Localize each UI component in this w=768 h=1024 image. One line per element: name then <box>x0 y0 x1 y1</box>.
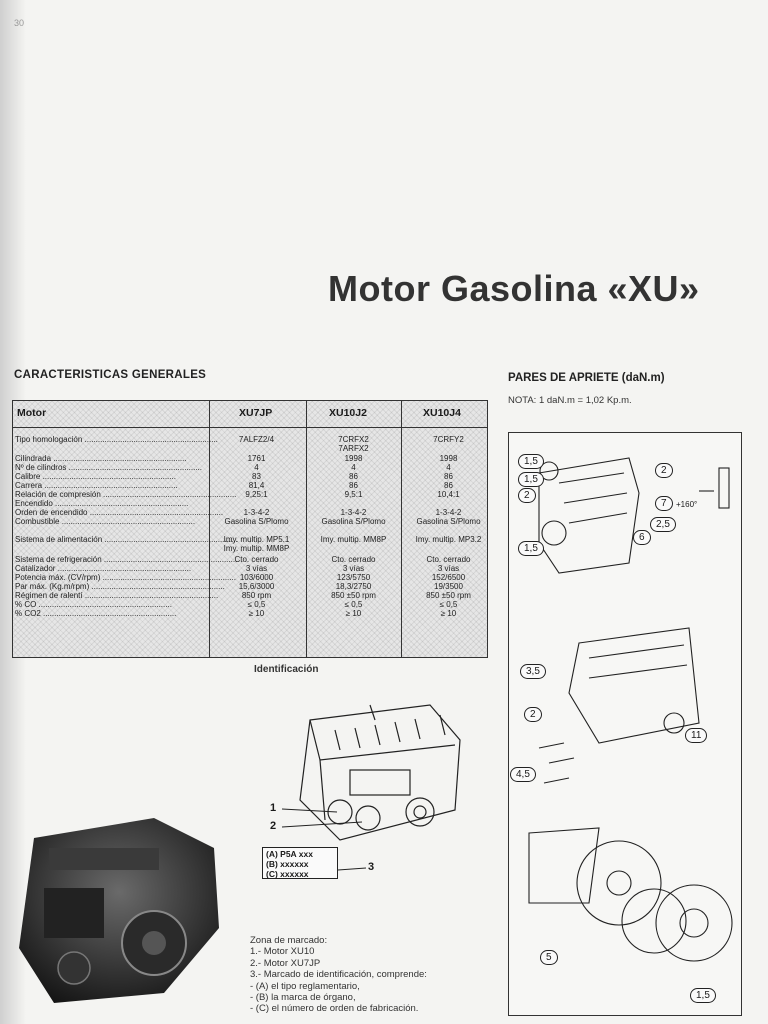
header-motor: Motor <box>17 407 47 419</box>
marking-zone-legend <box>250 935 427 1015</box>
row-value: ≤ 0,5 <box>344 600 363 609</box>
torque-value-callout: 2 <box>655 463 673 478</box>
header-xu10j2: XU10J2 <box>329 407 367 419</box>
row-label: Calibre ............................................................ <box>15 472 176 481</box>
row-label: Catalizador ............................................................ <box>15 564 192 573</box>
row-value: ≥ 10 <box>248 609 265 618</box>
row-value: 123/5750 <box>336 573 371 582</box>
row-value: 152/6500 <box>431 573 466 582</box>
row-value: 19/3500 <box>434 582 463 591</box>
row-value: 86 <box>444 481 453 490</box>
row-value: 7CRFX2 7ARFX2 <box>338 435 369 453</box>
row-label: Combustible ............................................................ <box>15 517 196 526</box>
header-xu10j4: XU10J4 <box>423 407 461 419</box>
row-value: 9,5:1 <box>344 490 363 499</box>
identification-code-box <box>262 847 338 879</box>
callout-1: 1 <box>270 802 277 814</box>
row-value: 4 <box>351 463 356 472</box>
identification-caption: Identificación <box>254 664 319 675</box>
row-value: 7CRFY2 <box>433 435 464 444</box>
legend-line: - (C) el número de orden de fabricación. <box>250 1003 419 1015</box>
row-value: Cto. cerrado <box>234 555 279 564</box>
row-value: 1761 <box>247 454 266 463</box>
specifications-table <box>12 400 488 658</box>
row-label: Régimen de ralentí ............................................................ <box>15 591 219 600</box>
legend-line: 3.- Marcado de identificación, comprende: <box>250 969 427 981</box>
row-value: 86 <box>444 472 453 481</box>
row-value: 81,4 <box>248 481 265 490</box>
header-xu7jp: XU7JP <box>239 407 273 419</box>
torque-value-callout: 1,5 <box>518 472 544 487</box>
row-label: Tipo homologación ............................................................ <box>15 435 218 444</box>
row-value: 4 <box>446 463 451 472</box>
row-value: 3 vías <box>245 564 268 573</box>
row-value: ≥ 10 <box>345 609 362 618</box>
torque-value-callout: 2 <box>518 488 536 503</box>
code-line-b: (B) xxxxxx <box>266 859 309 869</box>
row-value: 15,6/3000 <box>238 582 275 591</box>
torque-note: NOTA: 1 daN.m = 1,02 Kp.m. <box>508 395 632 406</box>
row-value: 1-3-4-2 <box>340 508 367 517</box>
row-value: ≥ 10 <box>440 609 457 618</box>
row-label: Cilindrada ............................................................ <box>15 454 187 463</box>
legend-line: 2.- Motor XU7JP <box>250 957 321 969</box>
callout-3: 3 <box>368 861 375 873</box>
row-value: 86 <box>349 472 358 481</box>
row-label: Relación de compresión ............................................................ <box>15 490 237 499</box>
row-label: Sistema de alimentación ............................................................ <box>15 535 238 544</box>
torque-value-callout: 1,5 <box>690 988 716 1003</box>
torque-value-callout: 4,5 <box>510 767 536 782</box>
page-title: Motor Gasolina «XU» <box>328 268 700 309</box>
callout-2: 2 <box>270 820 277 832</box>
row-value: ≤ 0,5 <box>439 600 458 609</box>
row-label: Sistema de refrigeración ............................................................ <box>15 555 238 564</box>
row-value: Gasolina S/Plomo <box>224 517 289 526</box>
row-value: Gasolina S/Plomo <box>321 517 386 526</box>
row-value: 103/6000 <box>239 573 274 582</box>
legend-line: 1.- Motor XU10 <box>250 946 315 958</box>
legend-line: Zona de marcado: <box>250 935 328 946</box>
row-label: Encendido ............................................................ <box>15 499 189 508</box>
row-value: Imy. multip. MM8P <box>320 535 387 544</box>
torque-value-callout: 2,5 <box>650 517 676 532</box>
torque-value-callout: 7 <box>655 496 673 511</box>
torque-value-callout: 5 <box>540 950 558 965</box>
row-value: 86 <box>349 481 358 490</box>
torque-value-callout: +160° <box>676 500 698 509</box>
row-value: Imy. multip. MP3.2 <box>415 535 482 544</box>
row-value: 7ALFZ2/4 <box>238 435 275 444</box>
row-value: Cto. cerrado <box>331 555 376 564</box>
row-value: 9,25:1 <box>245 490 268 499</box>
legend-line: - (A) el tipo reglamentario, <box>250 980 360 992</box>
torque-value-callout: 2 <box>524 707 542 722</box>
torque-value-callout: 11 <box>685 728 707 743</box>
row-label: Carrera ............................................................ <box>15 481 178 490</box>
row-value: 850 rpm <box>241 591 272 600</box>
row-label: Par máx. (Kg.m/rpm) ............................................................ <box>15 582 225 591</box>
row-value: 83 <box>252 472 261 481</box>
row-label: Potencia máx. (CV/rpm) ............................................................ <box>15 573 236 582</box>
code-line-c: (C) xxxxxx <box>266 869 309 879</box>
page-number-mark: 30 <box>14 18 25 28</box>
engine-photo <box>14 808 224 1008</box>
row-value: 850 ±50 rpm <box>331 591 376 600</box>
torque-value-callout: 6 <box>633 530 651 545</box>
torque-value-callout: 3,5 <box>520 664 546 679</box>
row-value: ≤ 0,5 <box>247 600 266 609</box>
code-line-a: (A) P5A xxx <box>266 849 313 859</box>
row-value: Cto. cerrado <box>426 555 471 564</box>
row-value: 1-3-4-2 <box>435 508 462 517</box>
torque-value-callout: 1,5 <box>518 541 544 556</box>
legend-line: - (B) la marca de órgano, <box>250 992 356 1004</box>
section-heading-general: CARACTERISTICAS GENERALES <box>14 369 207 381</box>
torque-drawings <box>509 433 743 1017</box>
row-label: % CO ............................................................ <box>15 600 172 609</box>
row-value: 18,3/2750 <box>335 582 372 591</box>
row-value: 1-3-4-2 <box>243 508 270 517</box>
row-value: 1998 <box>344 454 363 463</box>
row-label: Orden de encendido ............................................................ <box>15 508 224 517</box>
row-value: 10,4:1 <box>437 490 460 499</box>
row-value: 1998 <box>439 454 458 463</box>
row-value: 4 <box>254 463 259 472</box>
row-value: 850 ±50 rpm <box>426 591 471 600</box>
row-value: Imy. multip. MP5.1 Imy. multip. MM8P <box>223 535 290 553</box>
row-label: % CO2 ............................................................ <box>15 609 177 618</box>
row-value: Gasolina S/Plomo <box>416 517 481 526</box>
section-heading-torque: PARES DE APRIETE (daN.m) <box>508 372 665 384</box>
row-value: 3 vías <box>342 564 365 573</box>
row-label: Nº de cilindros ............................................................ <box>15 463 202 472</box>
torque-value-callout: 1,5 <box>518 454 544 469</box>
row-value: 3 vías <box>437 564 460 573</box>
torque-diagrams-panel <box>508 432 742 1016</box>
